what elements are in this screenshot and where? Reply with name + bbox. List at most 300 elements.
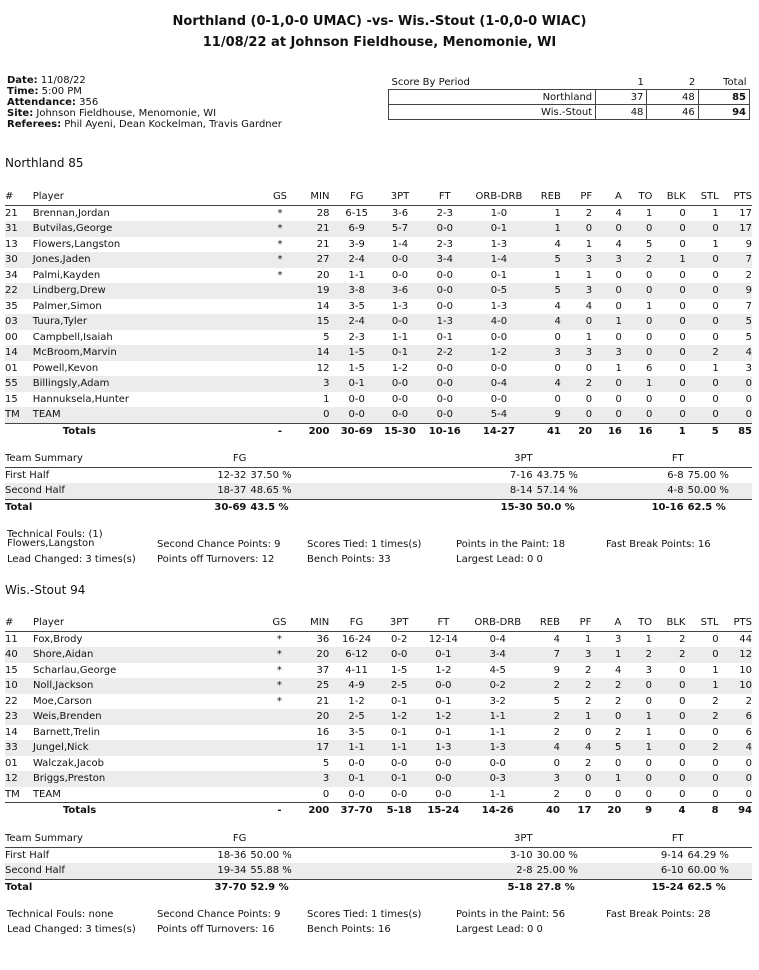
fast-break-points: Fast Break Points: 16 [606,539,711,550]
cell-ft: 0-0 [422,221,468,237]
cell-3pt: 0-1 [378,771,421,787]
cell-stl: 0 [712,633,719,645]
cell-reb: 3 [529,771,566,787]
cell-player: Jungel,Nick [33,740,264,756]
cell-reb: 2 [529,709,566,725]
technical-fouls: Technical Fouls: (1) [7,529,103,540]
cell-a: 0 [614,757,622,769]
player-row [5,631,752,647]
cell-blk: 0 [679,300,686,312]
tpt-pct: 50.0 % [533,499,622,515]
cell-reb: 1 [554,269,561,281]
cell-3pt: 0-0 [391,788,408,800]
cell-orb-drb: 1-3 [490,238,508,250]
cell-blk: 1 [658,423,691,439]
cell-a: 0 [598,283,628,299]
cell-pf: 3 [567,283,598,299]
cell-gs: * [264,221,295,237]
cell-ft: 0-0 [435,788,452,800]
cell-pf: 0 [567,314,598,330]
cell-to: 1 [627,740,658,756]
cell-a: 0 [598,407,628,423]
cell-a: 3 [598,252,628,268]
fg-made: 12-32 [217,469,247,481]
cell-orb-drb: 4-5 [489,664,506,676]
cell-orb-drb: 0-4 [468,376,531,392]
cell-player: Campbell,Isaiah [32,331,113,343]
cell-to: 0 [628,345,659,361]
second-chance-points: Second Chance Points: 9 [157,539,281,550]
cell-fg: 3-5 [348,300,365,312]
header-to: TO [628,189,659,205]
cell-3pt: 0-2 [391,633,408,645]
cell-stl: 0 [691,647,724,663]
cell-to: 0 [646,269,653,281]
cell-fg: 3-9 [348,238,365,250]
cell-ft: 0-0 [422,283,468,299]
cell-gs [264,756,296,772]
cell-3pt: 0-0 [391,757,408,769]
cell-a: 2 [597,678,627,694]
cell-ft: 0-0 [420,678,466,694]
ft-made: 6-10 [621,863,683,879]
score-team: Wis.-Stout [389,105,596,120]
cell-reb: 4 [554,300,561,312]
ft-made: 6-8 [667,469,684,481]
cell-player: Palmer,Simon [32,300,102,312]
cell-stl: 0 [712,757,719,769]
score-p2: 46 [647,105,698,120]
player-row [5,725,752,741]
cell-blk: 0 [679,664,686,676]
cell-gs [264,314,295,330]
cell-ft: 15-24 [420,803,466,819]
tpt-made: 8-14 [446,483,533,499]
header-blk: BLK [658,189,691,205]
cell-ft: 0-1 [435,726,452,738]
cell-3pt: 0-0 [378,407,422,423]
cell-fg: 2-4 [335,252,378,268]
stout-misc-col2 [157,907,281,937]
cell-fg: 1-1 [335,740,378,756]
cell-number: 31 [5,221,33,237]
cell-3pt: 1-1 [378,740,421,756]
player-row [5,647,752,663]
cell-min: 21 [316,238,330,250]
cell-pts: 0 [745,757,752,769]
cell-ft: 1-3 [422,314,468,330]
score-by-period-table [388,76,750,120]
cell-3pt: 0-0 [378,647,421,663]
cell-pf: 0 [567,407,598,423]
cell-stl: 2 [691,709,724,725]
cell-3pt: 0-0 [378,252,422,268]
cell-reb: 41 [530,423,567,439]
points-off-turnovers: Points off Turnovers: 12 [157,554,275,565]
cell-player: Totals [33,803,264,819]
cell-gs [264,771,296,787]
cell-stl: 1 [712,238,719,250]
cell-stl: 1 [691,678,724,694]
cell-orb-drb: 1-1 [489,726,506,738]
tpt-made: 2-8 [446,863,532,879]
cell-to: 0 [645,695,653,707]
spacer [684,451,752,467]
cell-ft: 0-0 [436,362,453,374]
cell-fg: 0-0 [348,393,365,405]
header-orb-drb: ORB-DRB [466,615,529,631]
cell-min: 200 [296,423,336,439]
cell-to: 16 [628,423,659,439]
cell-to: 1 [646,300,653,312]
cell-ft: 0-0 [436,300,453,312]
cell-reb: 5 [530,283,567,299]
cell-pts: 7 [725,252,752,268]
cell-pf: 0 [585,362,593,374]
cell-stl: 0 [712,331,719,343]
cell-player: Scharlau,George [32,664,117,676]
ft-made: 4-8 [621,483,683,499]
player-row [5,407,752,423]
cell-orb-drb: 3-2 [489,695,506,707]
cell-orb-drb: 0-1 [468,221,531,237]
header-player: Player [33,189,265,205]
score-p2: 48 [647,90,698,105]
cell-stl: 0 [691,771,724,787]
cell-a: 4 [615,207,622,219]
cell-stl: 0 [692,407,725,423]
summary-header-row [5,831,752,847]
header-ft: FT [422,189,468,205]
cell-3pt: 1-2 [391,362,409,374]
cell-pts: 3 [745,362,752,374]
largest-lead: Largest Lead: 0 0 [456,924,543,935]
cell-gs: * [276,664,282,676]
header-player: Player [33,615,264,631]
cell-player: TEAM [32,788,61,800]
cell-to: 0 [646,331,653,343]
cell-ft: 0-1 [435,695,452,707]
cell-blk: 2 [679,633,686,645]
cell-pts: 4 [725,740,752,756]
cell-to: 0 [645,788,653,800]
cell-ft: 0-1 [420,647,466,663]
cell-fg: 6-9 [335,221,378,237]
cell-reb: 0 [554,393,561,405]
header-ft: FT [420,615,466,631]
cell-pf: 2 [567,376,598,392]
player-row [5,221,752,237]
cell-to: 1 [645,726,653,738]
cell-3pt: 2-5 [378,678,421,694]
score-by-period-header [389,76,750,90]
cell-blk: 0 [658,283,691,299]
cell-orb-drb: 0-5 [468,283,531,299]
cell-orb-drb: 0-4 [489,633,506,645]
player-row [5,361,752,377]
period-1-header: 1 [596,76,647,90]
cell-fg: 2-4 [335,314,378,330]
northland-team-summary [5,451,752,515]
header-to: TO [627,615,658,631]
cell-3pt: 15-30 [378,423,422,439]
date-label: Date: [7,75,38,86]
cell-to: 0 [645,757,653,769]
player-row [5,787,752,803]
fg-pct: 52.9 % [246,879,446,895]
summary-total [5,499,752,515]
summary-3pt-header: 3PT [446,831,532,847]
cell-3pt: 0-0 [391,393,409,405]
cell-a: 0 [615,393,622,405]
northland-technical-name: Flowers,Langston [7,538,95,549]
cell-player: Walczak,Jacob [32,757,104,769]
cell-number: TM [5,407,33,423]
cell-number: 23 [5,709,33,725]
cell-a: 5 [597,740,627,756]
header-min: MIN [296,189,336,205]
header-number: # [5,189,33,205]
score-p1: 48 [596,105,647,120]
tpt-made: 15-30 [446,499,533,515]
half-label: Total [5,879,138,895]
cell-stl: 2 [692,345,725,361]
cell-a: 2 [614,695,622,707]
tpt-pct: 25.00 % [533,863,622,879]
cell-pf: 17 [566,803,597,819]
summary-3pt-header: 3PT [446,451,533,467]
cell-pf: 0 [585,726,592,738]
cell-fg: 3-5 [348,726,365,738]
cell-fg: 37-70 [335,803,378,819]
cell-orb-drb: 0-0 [490,393,508,405]
ft-pct: 64.29 % [687,849,729,861]
cell-3pt: 0-0 [391,269,409,281]
cell-pf: 1 [585,633,592,645]
cell-player: Weis,Brenden [33,709,264,725]
cell-reb: 9 [553,664,560,676]
fg-pct: 37.50 % [250,469,292,481]
cell-orb-drb: 3-4 [466,647,529,663]
fg-pct: 43.5 % [246,499,446,515]
player-row [5,771,752,787]
lead-changed: Lead Changed: 3 times(s) [7,924,136,935]
cell-ft: 0-0 [435,757,452,769]
cell-pf: 4 [585,300,593,312]
cell-blk: 0 [679,207,686,219]
fg-made: 30-69 [138,499,246,515]
cell-gs [264,787,296,803]
cell-stl: 8 [691,803,724,819]
cell-gs: * [264,647,296,663]
cell-a: 4 [614,664,622,676]
cell-blk: 0 [679,695,686,707]
fg-pct: 48.65 % [246,483,446,499]
header-min: MIN [295,615,335,631]
cell-blk: 0 [658,345,691,361]
half-label: Second Half [5,863,138,879]
cell-stl: 1 [712,207,719,219]
cell-min: 17 [295,740,335,756]
score-total: 85 [698,90,749,105]
player-row [5,663,752,679]
cell-orb-drb: 0-2 [466,678,529,694]
cell-to: 0 [628,283,659,299]
cell-number: 22 [5,283,33,299]
northland-misc-col4 [456,537,565,567]
ft-pct: 62.5 % [684,879,752,895]
cell-pts: 2 [745,695,752,707]
second-chance-points: Second Chance Points: 9 [157,909,281,920]
bench-points: Bench Points: 33 [307,554,391,565]
cell-reb: 0 [554,362,561,374]
cell-reb: 4 [553,633,560,645]
cell-blk: 0 [658,376,691,392]
cell-blk: 4 [658,803,691,819]
cell-number: 10 [5,678,33,694]
northland-box-score [5,189,752,439]
spacer [246,831,446,847]
cell-3pt: 1-5 [391,664,408,676]
cell-a: 3 [598,345,628,361]
cell-pts: 9 [725,283,752,299]
score-total: 94 [698,105,749,120]
cell-min: 0 [296,407,336,423]
cell-stl: 0 [692,376,725,392]
player-row [5,283,752,299]
spacer [533,451,622,467]
cell-fg: 16-24 [342,633,372,645]
header-stl: STL [691,615,724,631]
cell-orb-drb: 0-0 [490,362,508,374]
cell-blk: 0 [658,407,691,423]
cell-min: 20 [316,269,330,281]
cell-3pt: 0-0 [378,376,422,392]
cell-min: 3 [296,376,336,392]
cell-number: 12 [5,771,33,787]
cell-3pt: 0-1 [378,345,422,361]
cell-3pt: 0-1 [391,726,408,738]
stout-misc-col4 [456,907,565,937]
cell-player: McBroom,Marvin [33,345,265,361]
cell-fg: 0-1 [335,376,378,392]
cell-3pt: 1-3 [391,300,409,312]
cell-stl: 0 [712,393,719,405]
scores-tied: Scores Tied: 1 times(s) [307,539,422,550]
cell-gs: * [264,252,295,268]
cell-ft: 3-4 [422,252,468,268]
cell-reb: 4 [554,238,561,250]
cell-3pt: 5-18 [378,803,421,819]
cell-orb-drb: 1-1 [489,788,506,800]
cell-gs [264,345,295,361]
cell-pts: 44 [739,633,752,645]
stout-box-score [5,615,752,819]
cell-to: 0 [628,407,659,423]
cell-player: Totals [33,423,265,439]
cell-fg: 0-0 [348,788,365,800]
summary-first-half [5,847,752,863]
cell-pts: 9 [745,238,752,250]
cell-to: 2 [628,252,659,268]
ft-pct: 50.00 % [684,483,752,499]
tpt-made: 3-10 [509,849,533,861]
cell-a: 0 [598,221,628,237]
cell-min: 27 [296,252,336,268]
cell-to: 0 [627,678,658,694]
summary-first-half [5,467,752,483]
cell-gs [264,407,295,423]
player-row [5,252,752,268]
cell-fg: 3-8 [335,283,378,299]
cell-stl: 0 [692,283,725,299]
cell-orb-drb: 1-4 [468,252,531,268]
cell-number: 14 [5,726,18,738]
cell-number: 00 [5,331,18,343]
cell-gs: * [264,678,296,694]
cell-3pt: 3-6 [391,207,409,219]
cell-reb: 4 [529,740,566,756]
cell-a: 1 [597,647,627,663]
player-row [5,268,752,284]
fg-pct: 55.88 % [246,863,446,879]
cell-gs [264,299,295,315]
cell-pts: 17 [739,207,752,219]
header-3pt: 3PT [378,615,421,631]
cell-player: Billingsly,Adam [33,376,265,392]
referees-value: Phil Ayeni, Dean Kockelman, Travis Gardner [64,119,282,130]
player-row [5,205,752,221]
cell-min: 21 [296,221,336,237]
cell-a: 0 [615,300,622,312]
cell-a: 0 [615,331,622,343]
cell-pf: 0 [585,393,593,405]
cell-reb: 1 [530,221,567,237]
player-row [5,740,752,756]
player-row [5,237,752,253]
header-gs: GS [264,615,296,631]
cell-fg: 2-3 [348,331,365,343]
cell-a: 20 [597,803,627,819]
cell-player: Butvilas,George [33,221,265,237]
cell-number: 35 [5,300,18,312]
header-number: # [5,615,33,631]
cell-number: 11 [5,633,18,645]
cell-min: 0 [322,788,330,800]
cell-pf: 2 [566,678,597,694]
ft-made: 15-24 [621,879,683,895]
cell-orb-drb: 5-4 [468,407,531,423]
header-pf: PF [566,615,597,631]
header-a: A [598,189,628,205]
cell-orb-drb: 1-1 [466,709,529,725]
score-team: Northland [389,90,596,105]
totals-row [5,803,752,819]
player-row [5,756,752,772]
cell-blk: 0 [658,740,691,756]
cell-pts: 12 [725,647,752,663]
cell-reb: 2 [553,726,560,738]
cell-pf: 4 [566,740,597,756]
cell-stl: 0 [712,788,719,800]
cell-min: 20 [295,647,335,663]
ft-made: 10-16 [621,499,683,515]
cell-gs: - [264,423,295,439]
cell-number [5,423,33,439]
spacer [533,831,622,847]
tpt-made: 5-18 [446,879,532,895]
cell-stl: 0 [712,300,719,312]
